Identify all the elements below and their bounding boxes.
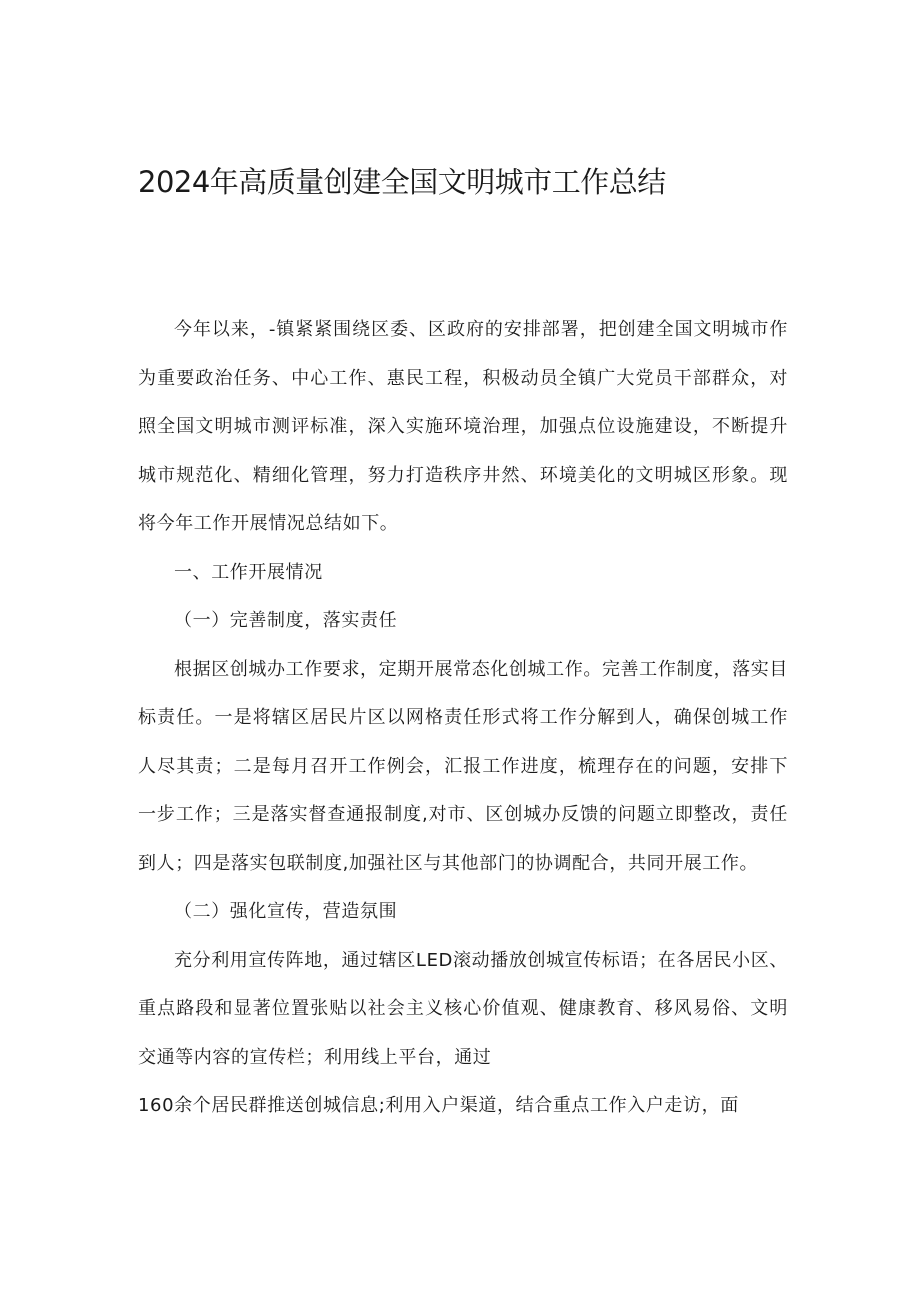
subsection-2-paragraph-continued: 160余个居民群推送创城信息;利用入户渠道，结合重点工作入户走访，面 bbox=[138, 1095, 739, 1116]
document-title: 2024年高质量创建全国文明城市工作总结 bbox=[138, 165, 666, 199]
subsection-1-paragraph: 根据区创城办工作要求，定期开展常态化创城工作。完善工作制度，落实目标责任。一是将辖区居民片区以网格责任形式将工作分解到人，确保创城工作人尽其责；二是每月召开工作例会，汇报工作进度，梳理存在的问题，安排下一步工作；三是落实督查通报制度,对市、区创城办反馈的问题立即整改，责任到人；四是落实包联制度,加强社区与其他部门的协调配合，共同开展工作。 bbox=[138, 658, 788, 874]
intro-paragraph: 今年以来，-镇紧紧围绕区委、区政府的安排部署，把创建全国文明城市作为重要政治任务、中心工作、惠民工程，积极动员全镇广大党员干部群众，对照全国文明城市测评标准，深入实施环境治理，加强点位设施建设，不断提升城市规范化、精细化管理，努力打造秩序井然、环境美化的文明城区形象。现将今年工作开展情况总结如下。 bbox=[138, 319, 788, 534]
subsection-heading-2: （二）强化宣传，营造氛围 bbox=[174, 901, 398, 922]
section-heading-1: 一、工作开展情况 bbox=[174, 561, 323, 583]
subsection-heading-1: （一）完善制度，落实责任 bbox=[174, 610, 398, 631]
subsection-2-paragraph: 充分利用宣传阵地，通过辖区LED滚动播放创城宣传标语；在各居民小区、重点路段和显著位置张贴以社会主义核心价值观、健康教育、移风易俗、文明交通等内容的宣传栏；利用线上平台，通过 bbox=[138, 949, 788, 1068]
document-body bbox=[138, 306, 788, 1131]
